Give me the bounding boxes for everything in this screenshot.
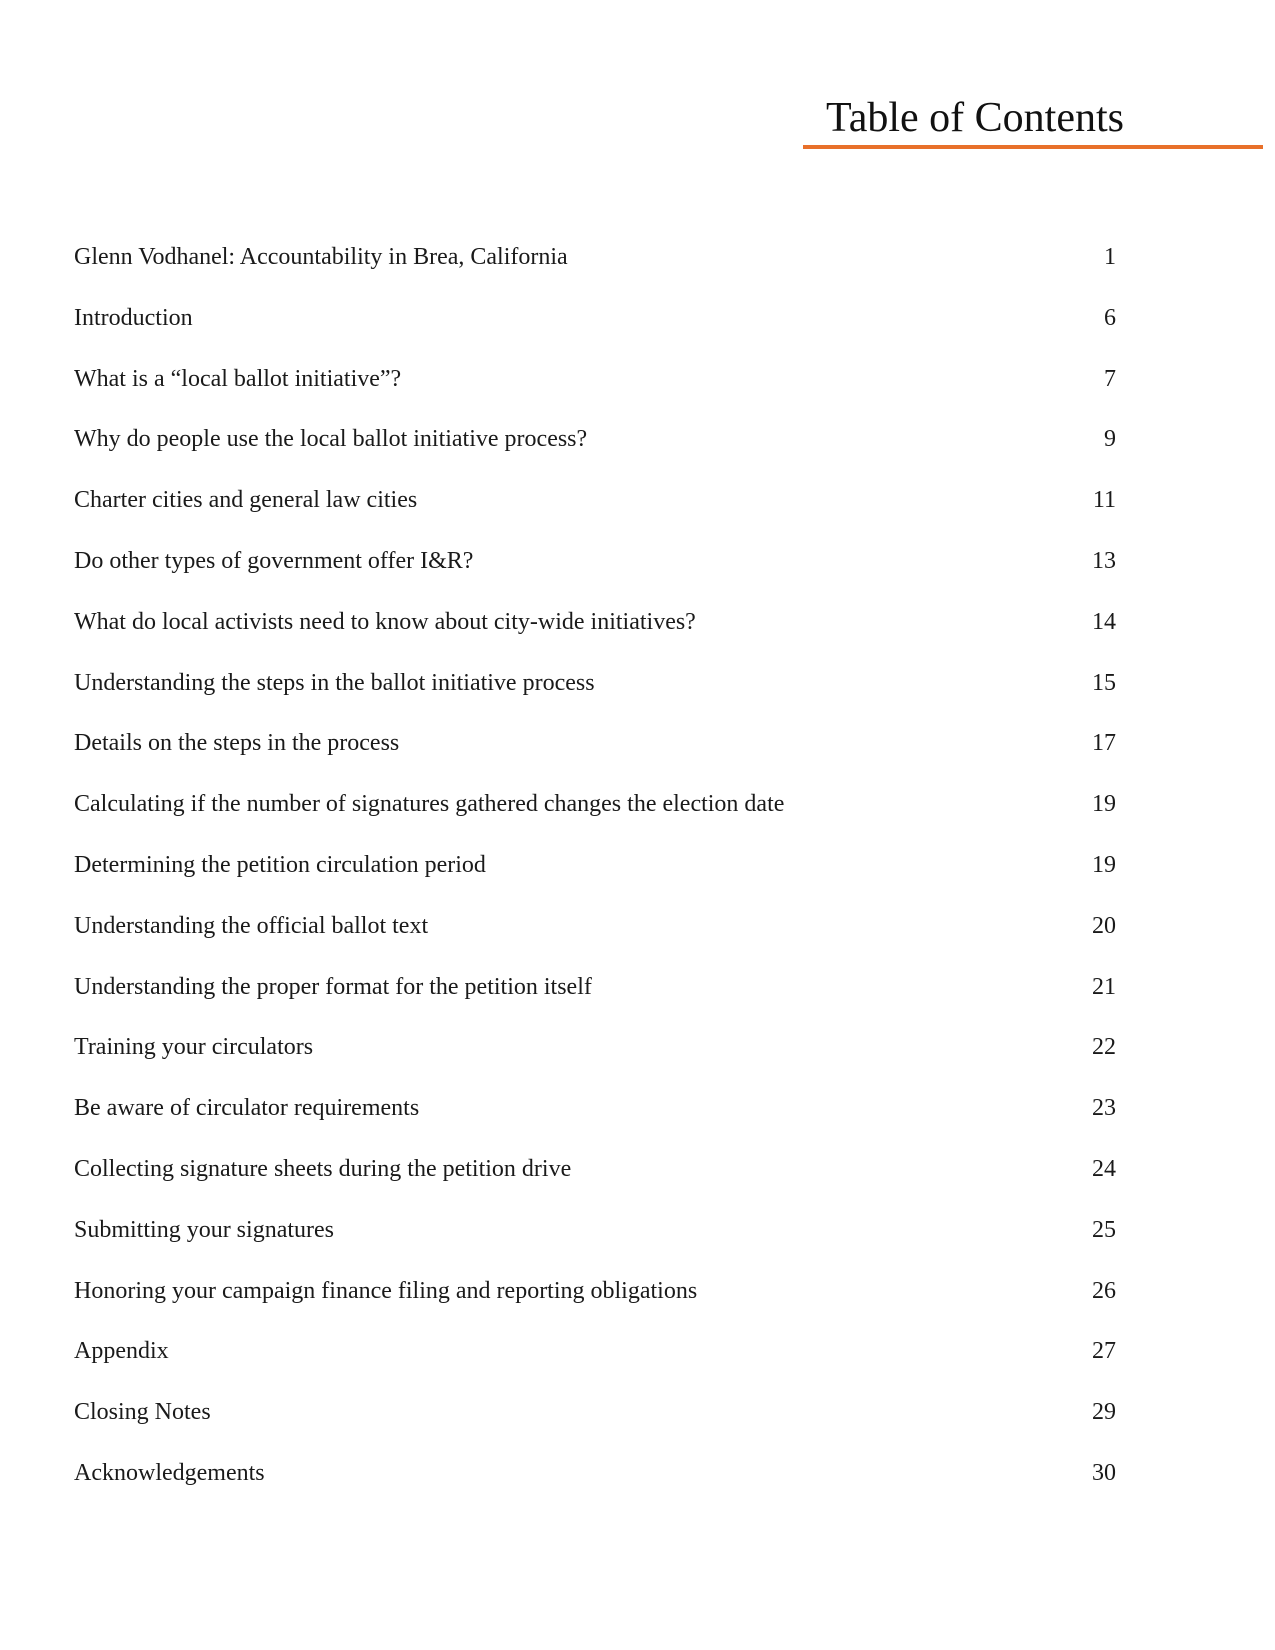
toc-entry-title: Understanding the proper format for the petition itself [74,973,592,1000]
toc-entry-title: Acknowledgements [74,1459,265,1486]
toc-entry-title: Details on the steps in the process [74,730,400,757]
toc-entry-page-number: 24 [1092,1155,1116,1182]
toc-entry-title: Do other types of government offer I&R? [74,547,474,574]
toc-entry-title: Appendix [74,1338,169,1365]
toc-entry[interactable] [74,1210,1116,1271]
toc-entry-page-number: 15 [1092,669,1116,696]
toc-entry-page-number: 14 [1092,608,1116,635]
toc-entry-page-number: 19 [1092,851,1116,878]
toc-entry-page-number: 9 [1104,426,1116,453]
toc-entry-page-number: 19 [1092,791,1116,818]
toc-entry[interactable] [74,237,1116,298]
toc-entry[interactable] [74,541,1116,602]
toc-entry-page-number: 17 [1092,730,1116,757]
toc-entry[interactable] [74,1453,1116,1514]
toc-entry-title: Understanding the steps in the ballot initiative process [74,669,595,696]
toc-entry-title: Collecting signature sheets during the petition drive [74,1155,572,1182]
toc-entry-page-number: 29 [1092,1399,1116,1426]
toc-entry[interactable] [74,663,1116,724]
toc-entry-title: Honoring your campaign finance filing and reporting obligations [74,1277,698,1304]
toc-entry-title: Be aware of circulator requirements [74,1095,420,1122]
toc-entry-page-number: 25 [1092,1216,1116,1243]
toc-entry-title: What is a “local ballot initiative”? [74,365,402,392]
toc-list [74,237,1116,1514]
toc-entry-page-number: 11 [1092,487,1116,514]
toc-entry-title: Understanding the official ballot text [74,912,429,939]
toc-entry-page-number: 13 [1092,547,1116,574]
toc-entry-title: Determining the petition circulation period [74,851,486,878]
toc-entry[interactable] [74,845,1116,906]
toc-entry-page-number: 30 [1092,1459,1116,1486]
toc-entry[interactable] [74,298,1116,359]
toc-entry-page-number: 26 [1092,1277,1116,1304]
toc-entry-title: What do local activists need to know about city-wide initiatives? [74,608,696,635]
toc-entry[interactable] [74,967,1116,1028]
toc-entry-title: Submitting your signatures [74,1216,334,1243]
toc-entry-page-number: 22 [1092,1034,1116,1061]
toc-entry-page-number: 21 [1092,973,1116,1000]
toc-entry-page-number: 23 [1092,1095,1116,1122]
toc-entry-title: Closing Notes [74,1399,211,1426]
toc-entry[interactable] [74,1271,1116,1332]
toc-entry-page-number: 27 [1092,1338,1116,1365]
toc-entry-page-number: 6 [1104,304,1116,331]
toc-entry-title: Why do people use the local ballot initiative process? [74,426,588,453]
toc-entry-title: Charter cities and general law cities [74,487,418,514]
toc-entry[interactable] [74,419,1116,480]
toc-entry[interactable] [74,1149,1116,1210]
toc-entry[interactable] [74,1392,1116,1453]
toc-entry-page-number: 1 [1104,244,1116,270]
toc-entry[interactable] [74,1331,1116,1392]
toc-entry[interactable] [74,1088,1116,1149]
toc-entry-title: Introduction [74,304,193,331]
toc-entry[interactable] [74,1027,1116,1088]
toc-entry[interactable] [74,480,1116,541]
toc-entry-title: Training your circulators [74,1034,314,1061]
toc-entry[interactable] [74,602,1116,663]
toc-entry[interactable] [74,359,1116,420]
toc-entry-title: Glenn Vodhanel: Accountability in Brea, California [74,244,568,270]
title-underline [803,145,1263,149]
toc-entry-page-number: 20 [1092,912,1116,939]
toc-entry[interactable] [74,906,1116,967]
toc-entry-title: Calculating if the number of signatures gathered changes the election date [74,791,785,818]
page-title: Table of Contents [826,95,1124,141]
toc-entry-page-number: 7 [1104,365,1116,392]
toc-entry[interactable] [74,723,1116,784]
toc-entry[interactable] [74,784,1116,845]
